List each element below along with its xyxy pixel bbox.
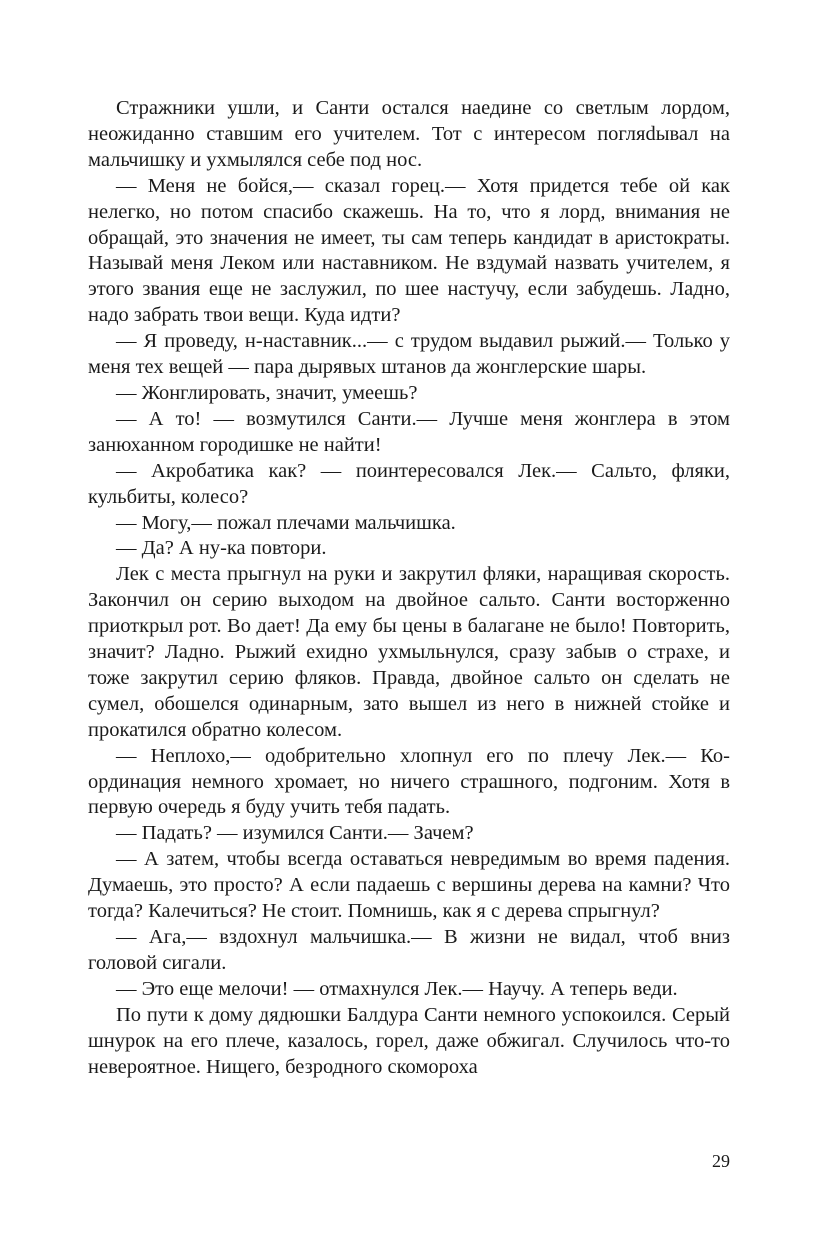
paragraph: — А затем, чтобы всегда оставаться невредимым во время падения. Думаешь, это просто? А если падаешь с вершины дерева на камни? Что тогда? Калечиться? Не стоит. Помнишь, как я с дерева спрыгнул? [88,848,730,923]
paragraph: — Да? А ну-ка повтори. [116,537,327,560]
paragraph: Лек с места прыгнул на руки и закрутил фляки, наращивая скорость. Закончил он серию выходом на двойное сальто. Санти восторженно приоткрыл рот. Во дает! Да ему бы цены в балагане не было! Повторить, значит? Ладно. Рыжий ехидно ухмыльнулся, сразу забыв о страхе, и тоже закрутил серию фляков. Правда, двойное сальто он сделать не сумел, обошелся одинарным, зато вышел из него в нижней стойке и прокатился обратно колесом. [88,563,730,741]
page-number: 29 [712,1151,730,1171]
paragraph: — Падать? — изумился Санти.— Зачем? [116,822,474,845]
paragraph: — Ага,— вздохнул мальчишка.— В жизни не видал, чтоб вниз головой сигали. [88,926,730,974]
paragraph: — Жонглировать, значит, умеешь? [116,381,418,404]
paragraph: Стражники ушли, и Санти остался наедине со светлым лордом, неожиданно ставшим его учителем. Тот с интересом погляdывал на мальчишку и ухмылялся себе под нос. [88,97,730,171]
book-page-text [88,96,730,1080]
paragraph: — А то! — возмутился Санти.— Лучше меня жонглера в этом занюханном городишке не найти! [88,407,730,456]
paragraph: — Меня не бойся,— сказал горец.— Хотя придется тебе ой как нелегко, но потом спасибо скажешь. На то, что я лорд, внимания не обращай, это значения не имеет, ты сам теперь кандидат в аристократы. Называй меня Леком или наставником. Не вздумай назвать учителем, я этого звания еще не заслужил, по шее настучу, если забудешь. Ладно, надо забрать твои вещи. Куда идти? [88,174,730,327]
paragraph: По пути к дому дядюшки Балдура Санти немного успокоился. Серый шнурок на его плече, казалось, горел, даже обжигал. Случилось что-то невероятное. Нищего, безродного скомороха [88,1003,730,1078]
paragraph: — Я проведу, н-наставник...— с трудом выдавил рыжий.— Только у меня тех вещей — пара дырявых штанов да жонглерские шары. [88,330,730,379]
paragraph: — Акробатика как? — поинтересовался Лек.— Сальто, фляки, кульбиты, колесо? [88,459,730,508]
paragraph: — Это еще мелочи! — отмахнулся Лек.— Научу. А теперь веди. [116,977,678,1000]
paragraph: — Неплохо,— одобрительно хлопнул его по плечу Лек.— Координация немного хромает, но ничего страшного, подгоним. Хотя в первую очередь я буду учить тебя падать. [88,744,730,819]
paragraph: — Могу,— пожал плечами мальчишка. [116,511,456,534]
